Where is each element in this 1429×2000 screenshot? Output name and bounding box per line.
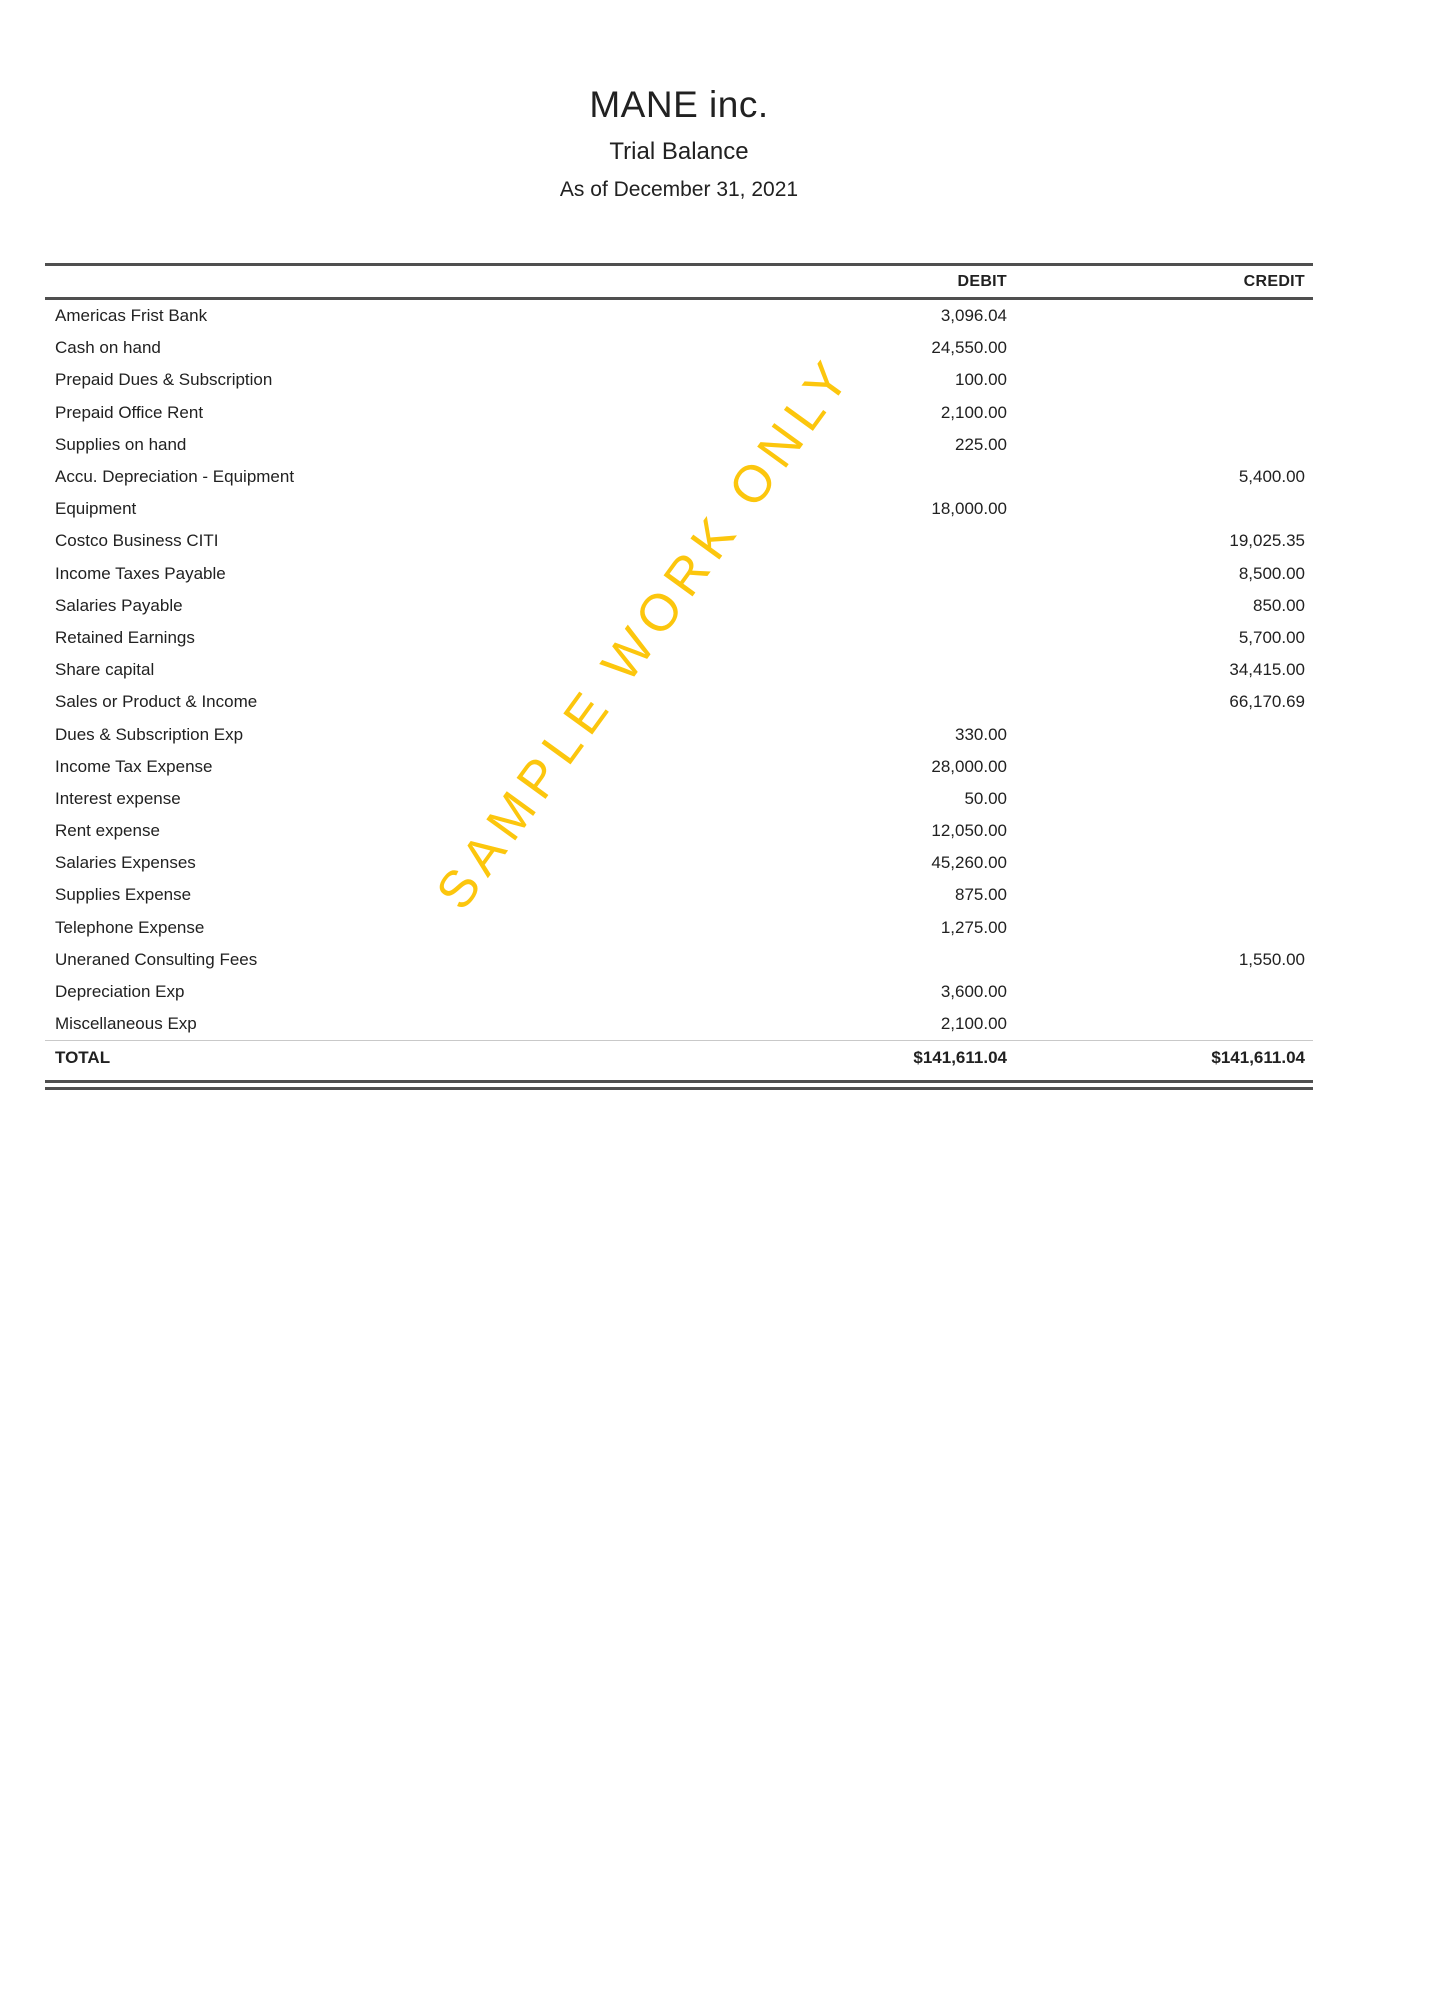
trial-balance-table	[45, 263, 1313, 1090]
account-name: Salaries Expenses	[55, 853, 196, 873]
table-row	[45, 429, 1313, 461]
account-name: Retained Earnings	[55, 627, 195, 647]
debit-value: 3,096.04	[940, 306, 1007, 326]
credit-value: 19,025.35	[1229, 531, 1305, 551]
account-name: Equipment	[55, 499, 137, 519]
debit-value: 45,260.00	[931, 853, 1007, 873]
table-row	[45, 654, 1313, 686]
account-name: Accu. Depreciation - Equipment	[55, 467, 295, 487]
account-name: Prepaid Dues & Subscription	[55, 370, 273, 390]
debit-value: 875.00	[955, 885, 1007, 905]
total-label: TOTAL	[55, 1047, 111, 1067]
table-row	[45, 622, 1313, 654]
report-title: Trial Balance	[609, 138, 749, 165]
table-row	[45, 686, 1313, 718]
table-row	[45, 912, 1313, 944]
account-name: Income Taxes Payable	[55, 563, 226, 583]
table-row	[45, 300, 1313, 332]
table-row	[45, 364, 1313, 396]
account-name: Share capital	[55, 660, 155, 680]
table-row	[45, 718, 1313, 750]
debit-value: 225.00	[955, 434, 1007, 454]
table-row	[45, 590, 1313, 622]
account-name: Income Tax Expense	[55, 756, 213, 776]
table-row	[45, 332, 1313, 364]
account-name: Miscellaneous Exp	[55, 1014, 197, 1034]
table-row	[45, 751, 1313, 783]
account-name: Prepaid Office Rent	[55, 402, 204, 422]
account-name: Americas Frist Bank	[55, 306, 208, 326]
debit-value: 100.00	[955, 370, 1007, 390]
debit-value: 24,550.00	[931, 338, 1007, 358]
account-name: Supplies on hand	[55, 434, 187, 454]
table-row	[45, 525, 1313, 557]
table-row	[45, 976, 1313, 1008]
debit-value: 330.00	[955, 724, 1007, 744]
debit-value: 50.00	[964, 788, 1007, 808]
debit-value: 12,050.00	[931, 821, 1007, 841]
table-row	[45, 397, 1313, 429]
company-name: MANE inc.	[589, 84, 769, 125]
debit-column-header: DEBIT	[957, 272, 1007, 290]
table-bottom-rule	[45, 1080, 1313, 1090]
credit-value: 5,700.00	[1238, 627, 1305, 647]
account-name: Dues & Subscription Exp	[55, 724, 244, 744]
credit-value: 66,170.69	[1229, 692, 1305, 712]
table-row	[45, 558, 1313, 590]
account-name: Salaries Payable	[55, 595, 183, 615]
debit-value: 18,000.00	[931, 499, 1007, 519]
account-name: Uneraned Consulting Fees	[55, 949, 258, 969]
account-name: Telephone Expense	[55, 917, 205, 937]
debit-value: 1,275.00	[940, 917, 1007, 937]
table-row	[45, 783, 1313, 815]
credit-column-header: CREDIT	[1243, 272, 1305, 290]
account-name: Sales or Product & Income	[55, 692, 258, 712]
debit-value: 2,100.00	[940, 1014, 1007, 1034]
account-name: Rent expense	[55, 821, 160, 841]
account-name: Costco Business CITI	[55, 531, 219, 551]
credit-value: 1,550.00	[1238, 949, 1305, 969]
table-row	[45, 461, 1313, 493]
credit-value: 34,415.00	[1229, 660, 1305, 680]
table-row	[45, 944, 1313, 976]
credit-value: 850.00	[1253, 595, 1305, 615]
total-debit-value: $141,611.04	[913, 1047, 1007, 1067]
table-row	[45, 815, 1313, 847]
table-body	[45, 300, 1313, 1040]
table-row	[45, 1008, 1313, 1040]
debit-value: 2,100.00	[940, 402, 1007, 422]
table-row	[45, 493, 1313, 525]
table-row	[45, 879, 1313, 911]
account-name: Supplies Expense	[55, 885, 192, 905]
account-name: Cash on hand	[55, 338, 161, 358]
total-row	[45, 1040, 1313, 1074]
table-row	[45, 847, 1313, 879]
debit-value: 28,000.00	[931, 756, 1007, 776]
watermark: SAMPLE WORK ONLY	[425, 345, 865, 921]
debit-value: 3,600.00	[940, 982, 1007, 1002]
total-credit-value: $141,611.04	[1211, 1047, 1305, 1067]
credit-value: 8,500.00	[1238, 563, 1305, 583]
credit-value: 5,400.00	[1238, 467, 1305, 487]
account-name: Depreciation Exp	[55, 982, 185, 1002]
document-header	[45, 0, 1313, 202]
account-name: Interest expense	[55, 788, 181, 808]
report-date: As of December 31, 2021	[559, 178, 799, 201]
table-header-row	[45, 263, 1313, 300]
